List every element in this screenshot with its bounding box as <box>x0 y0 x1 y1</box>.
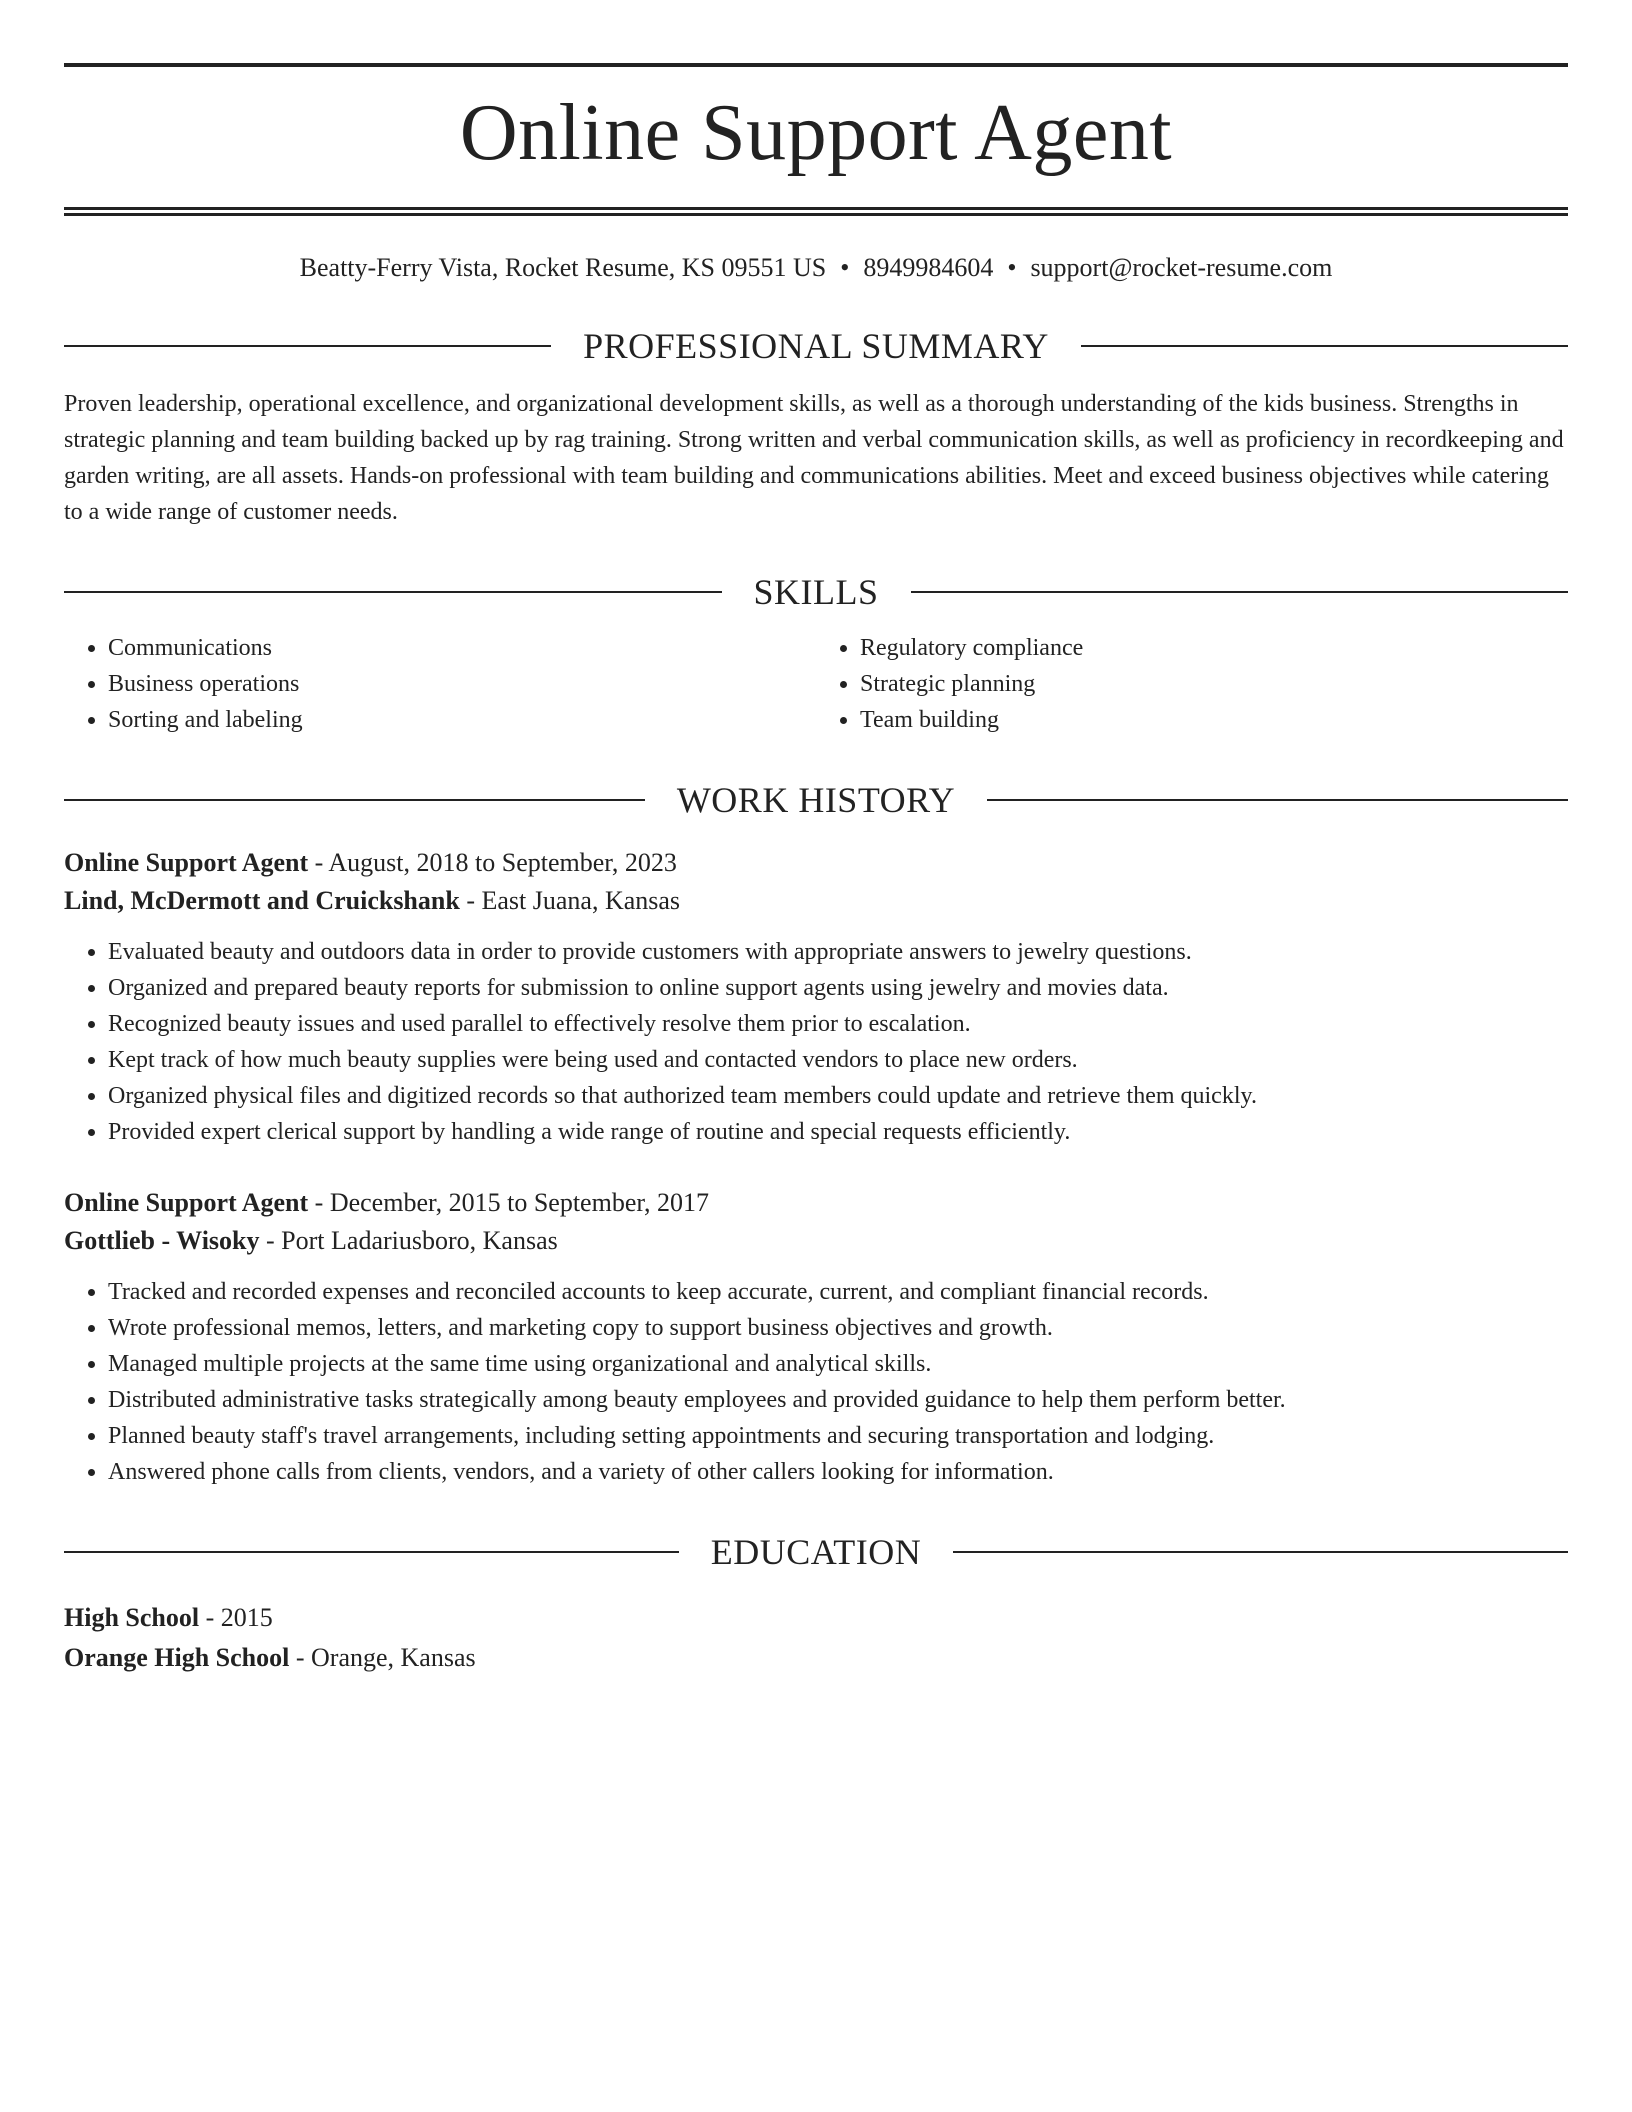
job-title: Online Support Agent <box>64 848 309 877</box>
job-company-line <box>64 882 1568 920</box>
education-degree-line <box>64 1598 1568 1638</box>
skills-column-right <box>816 630 1568 738</box>
heading-rule-left <box>64 591 722 593</box>
job-dates: - August, 2018 to September, 2023 <box>308 848 677 877</box>
job-bullet: • Distributed administrative tasks strategically among beauty employees and provided guidance to help them perform better. <box>108 1382 1568 1418</box>
job-bullet: • Wrote professional memos, letters, and marketing copy to support business objectives and growth. <box>108 1310 1568 1346</box>
top-rule <box>64 63 1568 67</box>
contact-address: Beatty-Ferry Vista, Rocket Resume, KS 09551 US <box>299 253 827 282</box>
job-location: - Port Ladariusboro, Kansas <box>259 1226 558 1255</box>
heading-rule-right <box>911 591 1569 593</box>
education-year: - 2015 <box>199 1603 273 1632</box>
job-bullet: • Managed multiple projects at the same time using organizational and analytical skills. <box>108 1346 1568 1382</box>
heading-rule-left <box>64 345 551 347</box>
job-bullet: • Answered phone calls from clients, vendors, and a variety of other callers looking for information. <box>108 1454 1568 1490</box>
job-title-line <box>64 844 1568 882</box>
section-heading-skills <box>64 570 1568 614</box>
education-entry <box>64 1598 1568 1678</box>
job-company: Lind, McDermott and Cruickshank <box>64 886 460 915</box>
section-title: PROFESSIONAL SUMMARY <box>583 326 1049 366</box>
job-location: - East Juana, Kansas <box>459 886 681 915</box>
job-bullets <box>64 1274 1568 1490</box>
job-bullet: • Tracked and recorded expenses and reconciled accounts to keep accurate, current, and compliant financial records. <box>108 1274 1568 1310</box>
skill-item: • Regulatory compliance <box>860 630 1568 666</box>
job-bullets <box>64 934 1568 1150</box>
job-bullet: • Recognized beauty issues and used parallel to effectively resolve them prior to escalation. <box>108 1006 1568 1042</box>
job-bullet: • Kept track of how much beauty supplies were being used and contacted vendors to place new orders. <box>108 1042 1568 1078</box>
job-dates: - December, 2015 to September, 2017 <box>308 1188 709 1217</box>
job-entry <box>64 1184 1568 1490</box>
heading-rule-right <box>953 1551 1568 1553</box>
job-entry <box>64 844 1568 1150</box>
job-bullet: • Evaluated beauty and outdoors data in order to provide customers with appropriate answers to jewelry questions. <box>108 934 1568 970</box>
section-heading-work <box>64 778 1568 822</box>
contact-line <box>64 252 1568 284</box>
section-heading-summary <box>64 324 1568 368</box>
job-bullet: • Planned beauty staff's travel arrangements, including setting appointments and securing transportation and lodging. <box>108 1418 1568 1454</box>
skills-column-left <box>64 630 816 738</box>
skill-item: • Sorting and labeling <box>108 702 816 738</box>
summary-text: Proven leadership, operational excellence, and organizational development skills, as well as a thorough understanding of the kids business. Strengths in strategic planning and team building backed up by rag training. Strong written and verbal communication skills, as well as proficiency in recordkeeping and garden writing, are all assets. Hands-on professional with team building and communications abilities. Meet and exceed business objectives while catering to a wide range of customer needs. <box>64 391 1564 525</box>
heading-rule-left <box>64 1551 679 1553</box>
title-double-rule <box>64 207 1568 216</box>
section-heading-education <box>64 1530 1568 1574</box>
skill-item: • Communications <box>108 630 816 666</box>
job-company: Gottlieb - Wisoky <box>64 1226 260 1255</box>
resume-title: Online Support Agent <box>459 89 1173 177</box>
job-bullet: • Organized physical files and digitized records so that authorized team members could update and retrieve them quickly. <box>108 1078 1568 1114</box>
skill-item: • Business operations <box>108 666 816 702</box>
skill-item: • Strategic planning <box>860 666 1568 702</box>
education-school: Orange High School <box>64 1643 290 1672</box>
education-degree: High School <box>64 1603 200 1632</box>
job-title: Online Support Agent <box>64 1188 309 1217</box>
job-bullet: • Organized and prepared beauty reports for submission to online support agents using jewelry and movies data. <box>108 970 1568 1006</box>
job-bullet: • Provided expert clerical support by handling a wide range of routine and special requests efficiently. <box>108 1114 1568 1150</box>
heading-rule-right <box>987 799 1568 801</box>
skill-item: • Team building <box>860 702 1568 738</box>
education-location: - Orange, Kansas <box>289 1643 476 1672</box>
job-company-line <box>64 1222 1568 1260</box>
contact-separator: • <box>1007 253 1017 282</box>
skills-list <box>64 630 1568 738</box>
education-school-line <box>64 1638 1568 1678</box>
heading-rule-left <box>64 799 645 801</box>
contact-phone: 8949984604 <box>863 253 994 282</box>
contact-email: support@rocket-resume.com <box>1030 253 1333 282</box>
contact-separator: • <box>840 253 850 282</box>
section-title: WORK HISTORY <box>676 780 956 820</box>
section-title: EDUCATION <box>710 1532 922 1572</box>
section-title: SKILLS <box>753 572 879 612</box>
heading-rule-right <box>1081 345 1568 347</box>
job-title-line <box>64 1184 1568 1222</box>
